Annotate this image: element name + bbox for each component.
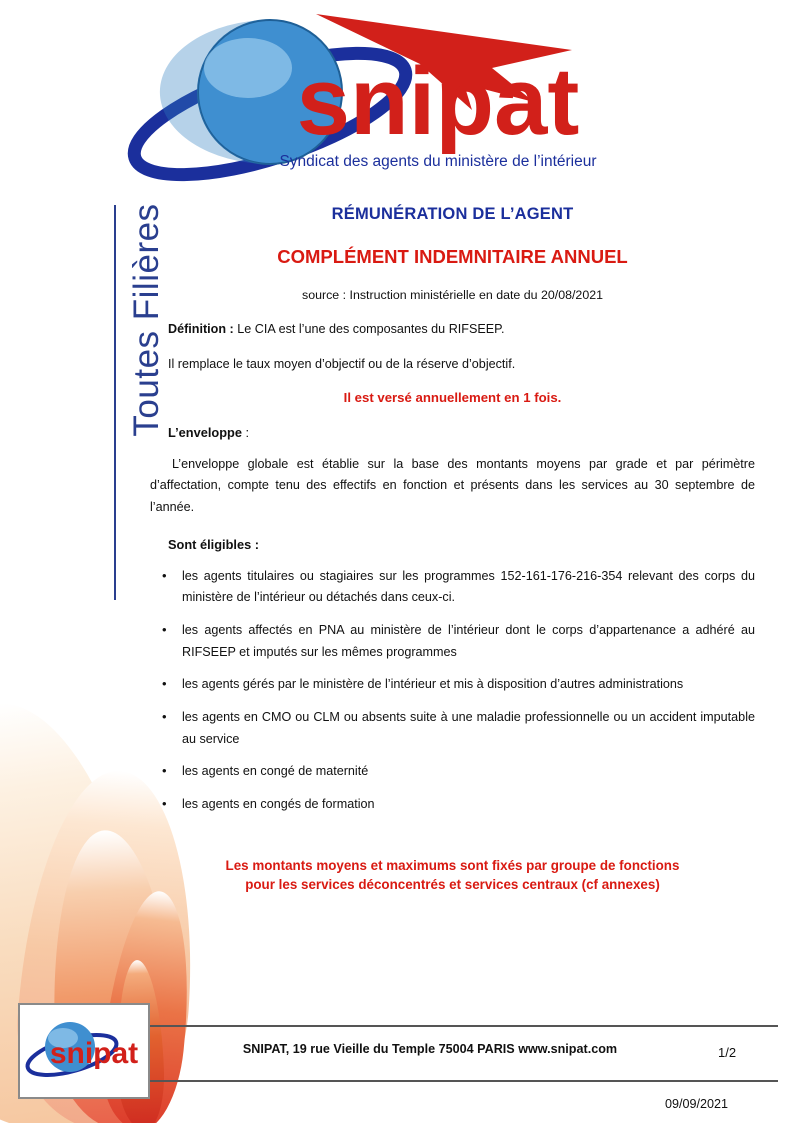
page-title: RÉMUNÉRATION DE L’AGENT — [331, 205, 574, 223]
logo-wordmark: snipat — [296, 48, 580, 155]
footer-address: SNIPAT, 19 rue Vieille du Temple 75004 PARIS www.snipat.com — [242, 1042, 618, 1056]
envelope-text: L’enveloppe globale est établie sur la base des montants moyens par grade et par périmètre d’affectation, compte tenu des effectifs en fonction et présents dans les services au 30 septembre de l’année. — [150, 456, 755, 515]
vertical-divider — [114, 205, 116, 600]
footer-divider-bottom — [150, 1080, 778, 1082]
footer-snipat-logo — [20, 1005, 144, 1093]
footer-divider-top — [150, 1025, 778, 1027]
replacement-paragraph: Il remplace le taux moyen d’objectif ou de la réserve d’objectif. — [168, 356, 516, 371]
definition-label: Définition : — [168, 322, 234, 336]
source-line: source : Instruction ministérielle en date du 20/08/2021 — [302, 288, 603, 302]
list-item: • les agents en congé de maternité — [150, 761, 755, 783]
footer-logo-wordmark: snipat — [49, 1037, 139, 1070]
header-logo-area — [0, 0, 794, 190]
vertical-section-title: Toutes Filières — [127, 203, 166, 437]
footer-logo-box — [18, 1003, 150, 1099]
payment-note: Il est versé annuellement en 1 fois. — [343, 389, 562, 405]
envelope-heading — [150, 425, 755, 440]
closing-note-line-2: pour les services déconcentrés et services centraux (cf annexes) — [245, 877, 660, 893]
list-item: • les agents en congés de formation — [150, 794, 755, 816]
list-item: • les agents gérés par le ministère de l’intérieur et mis à disposition d’autres administrations — [150, 674, 755, 696]
snipat-logo — [120, 6, 680, 186]
envelope-label: L’enveloppe — [168, 424, 242, 440]
page-number: 1/2 — [718, 1045, 737, 1060]
eligible-list — [150, 566, 755, 816]
list-item: • les agents affectés en PNA au ministère de l’intérieur dont le corps d’appartenance a adhéré au RIFSEEP et imputés sur les mêmes programmes — [150, 620, 755, 663]
page-subtitle: COMPLÉMENT INDEMNITAIRE ANNUEL — [277, 246, 628, 267]
closing-note — [150, 856, 755, 895]
list-item: • les agents titulaires ou stagiaires sur les programmes 152-161-176-216-354 relevant des corps du ministère de l’intérieur ou détachés dans ceux-ci. — [150, 566, 755, 609]
definition-paragraph — [150, 320, 755, 339]
footer-date: 09/09/2021 — [665, 1097, 729, 1111]
list-item: • les agents en CMO ou CLM ou absents suite à une maladie professionnelle ou un accident imputable au service — [150, 707, 755, 750]
document-body — [150, 205, 755, 895]
envelope-colon: : — [241, 424, 250, 440]
envelope-paragraph — [150, 454, 755, 519]
definition-text: Le CIA est l’une des composantes du RIFSEEP. — [233, 322, 505, 336]
logo-tagline: Syndicat des agents du ministère de l’intérieur — [279, 153, 597, 170]
eligible-heading: Sont éligibles : — [168, 536, 260, 552]
closing-note-line-1: Les montants moyens et maximums sont fixés par groupe de fonctions — [225, 857, 680, 873]
